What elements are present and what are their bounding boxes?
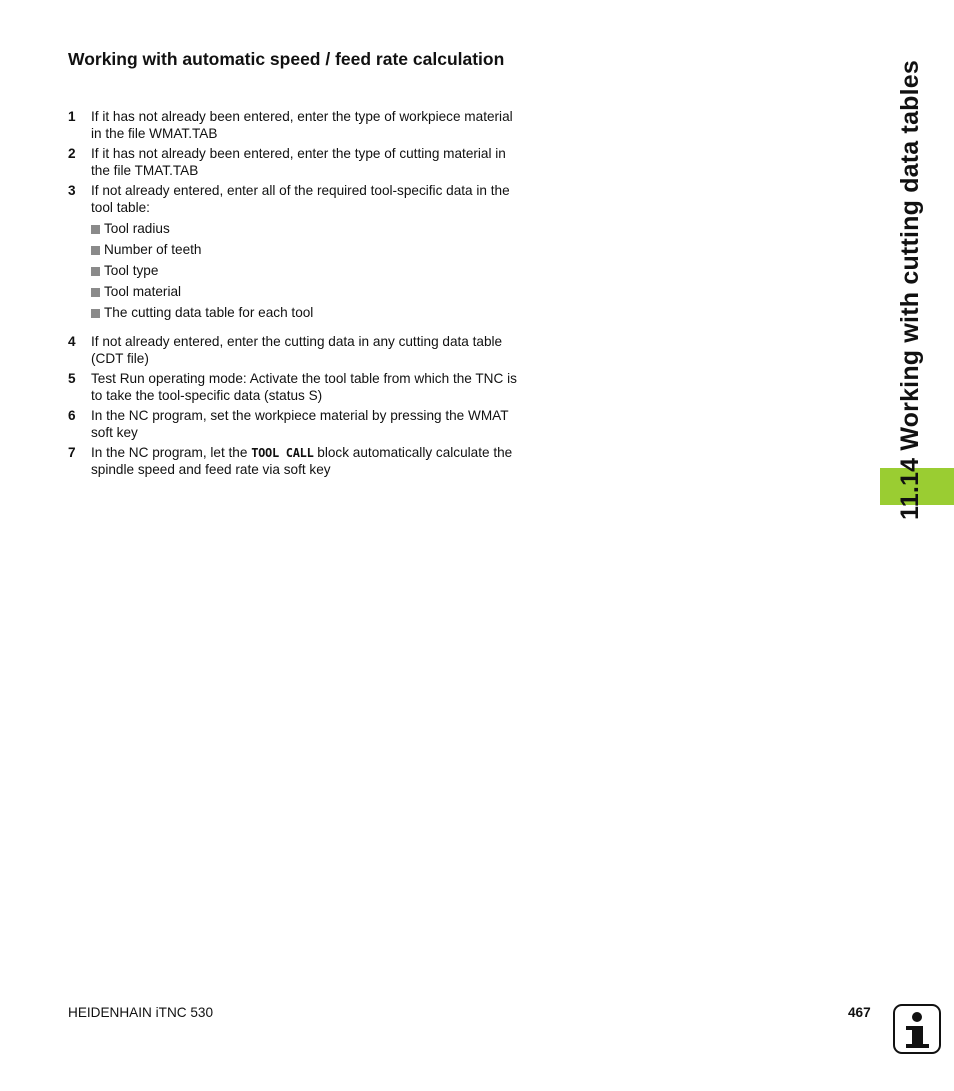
list-item <box>68 146 518 179</box>
list-item <box>68 334 518 367</box>
step-number: 7 <box>68 445 76 460</box>
list-item <box>68 109 518 142</box>
list-item <box>68 183 518 330</box>
step-text: If it has not already been entered, enter the type of cutting material in the file TMAT.TAB <box>91 146 506 178</box>
step-number: 6 <box>68 408 76 423</box>
manual-name: HEIDENHAIN iTNC 530 <box>68 1005 214 1020</box>
step-text <box>91 445 518 478</box>
step-number: 2 <box>68 146 76 161</box>
square-bullet-icon <box>91 309 100 318</box>
section-heading: Working with automatic speed / feed rate calculation <box>68 49 505 69</box>
sublist-item <box>91 282 518 303</box>
steps-list <box>68 109 518 482</box>
page-number: 467 <box>848 1005 871 1020</box>
step-number: 4 <box>68 334 76 349</box>
step-number: 3 <box>68 183 76 198</box>
step-text: If not already entered, enter the cutting data in any cutting data table (CDT file) <box>91 334 503 366</box>
sublist-item <box>91 303 518 324</box>
step-text: If not already entered, enter all of the required tool-specific data in the tool table: <box>91 183 510 215</box>
list-item <box>68 371 518 404</box>
sublist-item <box>91 261 518 282</box>
step-text: In the NC program, set the workpiece material by pressing the WMAT soft key <box>91 408 509 440</box>
step-text: If it has not already been entered, enter the type of workpiece material in the file WMAT.TAB <box>91 109 513 141</box>
square-bullet-icon <box>91 267 100 276</box>
sublist-item-label: Tool radius <box>104 221 170 237</box>
info-icon <box>893 1004 941 1054</box>
chapter-section-title: 11.14 Working with cutting data tables <box>896 59 924 520</box>
step-text: Test Run operating mode: Activate the tool table from which the TNC is to take the tool-specific data (status S) <box>91 371 517 403</box>
tool-data-sublist <box>91 219 518 324</box>
list-item <box>68 445 518 478</box>
sublist-item <box>91 219 518 240</box>
step-text-after: block automatically calculate the spindle speed and feed rate via soft key <box>91 445 513 477</box>
sublist-item <box>91 240 518 261</box>
sublist-item-label: The cutting data table for each tool <box>104 305 314 321</box>
info-dot <box>912 1012 922 1022</box>
square-bullet-icon <box>91 246 100 255</box>
step-content <box>91 183 518 330</box>
step-text-before: In the NC program, let the <box>91 445 252 460</box>
sublist-item-label: Tool material <box>104 284 182 300</box>
step-number: 5 <box>68 371 76 386</box>
step-number: 1 <box>68 109 76 124</box>
nc-code: TOOL CALL <box>251 446 314 460</box>
sublist-item-label: Tool type <box>104 263 159 279</box>
square-bullet-icon <box>91 225 100 234</box>
info-serif-bottom <box>906 1044 929 1048</box>
list-item <box>68 408 518 441</box>
sublist-item-label: Number of teeth <box>104 242 202 258</box>
square-bullet-icon <box>91 288 100 297</box>
